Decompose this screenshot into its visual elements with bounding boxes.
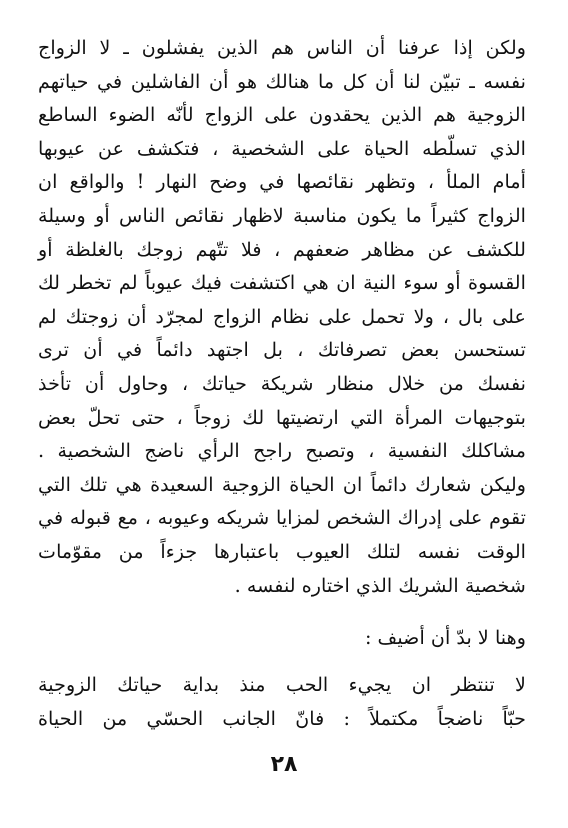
main-paragraph: [38, 31, 526, 602]
last-paragraph: [38, 668, 526, 735]
text-line: بتوجيهات المرأة التي ارتضيتها لك زوجاً ، حتى تحلّ بعض: [38, 405, 526, 429]
page-number: ٢٨: [270, 752, 298, 777]
text-line: الذي تسلّطه الحياة على الشخصية ، فتكشف عن عيوبها: [38, 136, 526, 160]
text-line: وهنا لا بدّ أن أضيف :: [364, 626, 526, 649]
intro-line: [38, 621, 526, 655]
text-line: نفسه ـ تبيّن لنا أن كل ما هنالك هو أن الفاشلين في حياتهم: [38, 69, 526, 93]
text-line: الوقت نفسه لتلك العيوب باعتبارها جزءاً من مقوّمات: [38, 539, 526, 563]
text-line: حبّاً ناضجاً مكتملاً : فانّ الجانب الحسّي من الحياة: [38, 706, 526, 730]
text-line: على بال ، ولا تحمل على نظام الزواج لمجرّد أن زوجتك لم: [38, 304, 526, 328]
text-line: الزوجية هم الذين يحقدون على الزواج لأنّه الضوء الساطع: [38, 103, 526, 127]
text-line: لا تنتظر ان يجيء الحب منذ بداية حياتك الزوجية: [38, 673, 526, 696]
text-line: مشاكلك النفسية ، وتصبح راجح الرأي ناضج الشخصية .: [38, 439, 526, 463]
text-line: أمام الملأ ، وتظهر نقائصها في وضح النهار ! والواقع ان: [38, 170, 526, 194]
text-line: شخصية الشريك الذي اختاره لنفسه .: [234, 573, 526, 597]
text-line: نفسك من خلال منظار شريكة حياتك ، وحاول أن تأخذ: [38, 371, 526, 395]
text-line: وليكن شعارك دائماً ان الحياة الزوجية السعيدة هي تلك التي: [38, 472, 526, 496]
text-line: تقوم على إدراك الشخص لمزايا شريكه وعيوبه ، مع قبوله في: [38, 506, 526, 530]
text-line: القسوة أو سوء النية ان هي اكتشفت فيك عيوباً لم تخطر لك: [38, 271, 526, 295]
text-line: للكشف عن مظاهر ضعفهم ، فلا تتّهم زوجك بالغلظة أو: [38, 237, 526, 261]
text-line: الزواج كثيراً ما يكون مناسبة لاظهار نقائص الناس أو وسيلة: [38, 203, 526, 227]
text-line: تستحسن بعض تصرفاتك ، بل اجتهد دائماً في أن ترى: [38, 338, 526, 362]
text-line: ولكن إذا عرفنا أن الناس هم الذين يفشلون ـ لا الزواج: [38, 36, 526, 59]
